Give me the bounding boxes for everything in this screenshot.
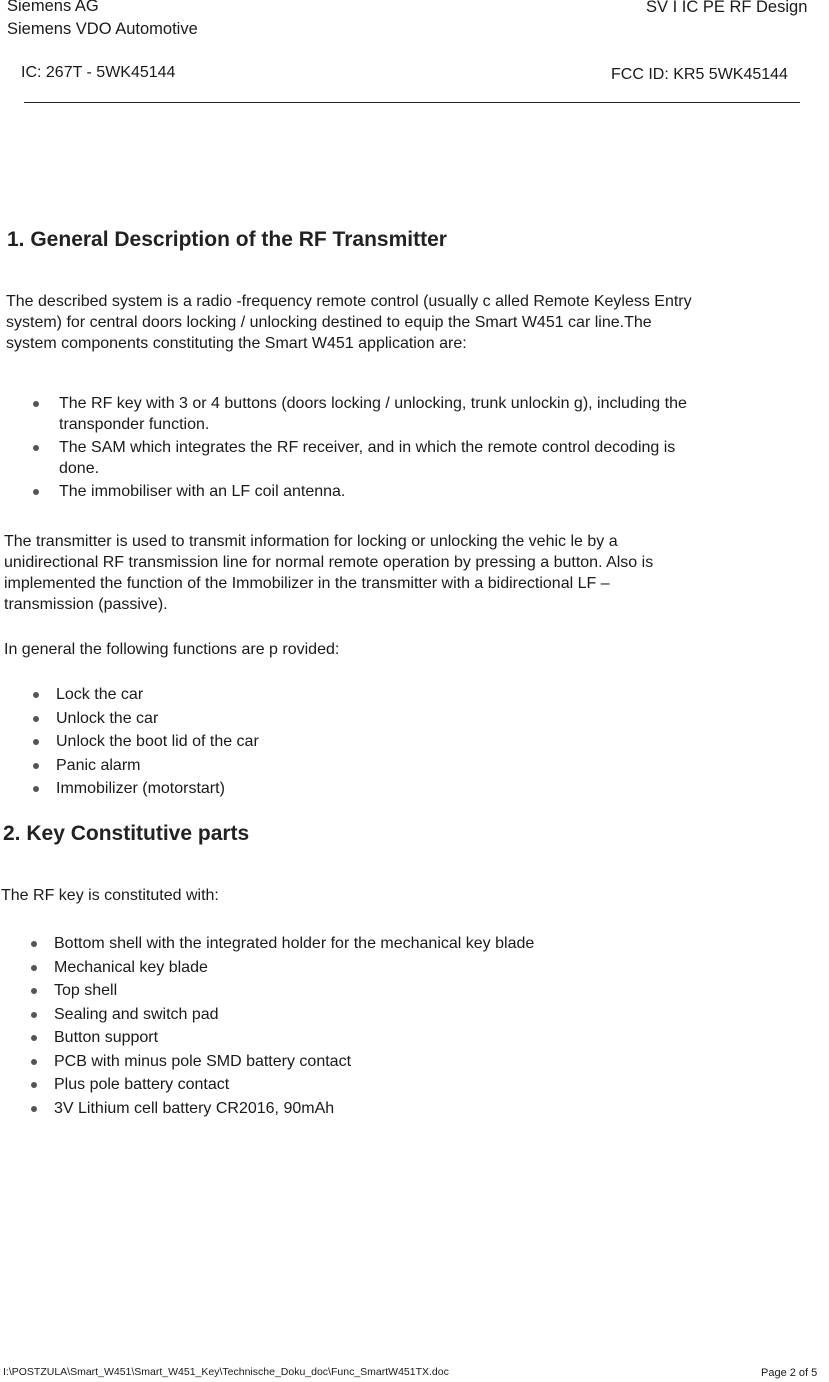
list-item: Button support — [54, 1026, 534, 1050]
section-2-intro: The RF key is constituted with: — [1, 887, 219, 904]
header-rule — [24, 102, 800, 103]
list-item: PCB with minus pole SMD battery contact — [54, 1050, 534, 1074]
bullet-icon — [33, 489, 39, 495]
bullet-icon — [31, 988, 37, 994]
bullet-icon — [33, 763, 39, 769]
paragraph-line: unidirectional RF transmission line for normal remote operation by pressing a button. Also is — [4, 554, 654, 571]
list-item: The immobiliser with an LF coil antenna. — [59, 481, 687, 502]
section-1-heading: 1. General Description of the RF Transmitter — [7, 228, 447, 251]
bullet-icon — [31, 965, 37, 971]
paragraph-line: transmission (passive). — [4, 596, 168, 613]
components-list — [59, 393, 687, 502]
list-item: Bottom shell with the integrated holder for the mechanical key blade — [54, 932, 534, 956]
intro-line: system) for central doors locking / unlocking destined to equip the Smart W451 car line.The — [6, 314, 652, 331]
bullet-icon — [33, 716, 39, 722]
list-item: Top shell — [54, 979, 534, 1003]
paragraph-line: implemented the function of the Immobilizer in the transmitter with a bidirectional LF – — [4, 575, 610, 592]
bullet-icon — [31, 1035, 37, 1041]
bullet-icon — [31, 1059, 37, 1065]
bullet-icon — [31, 1082, 37, 1088]
bullet-icon — [31, 941, 37, 947]
section-1-intro — [6, 291, 692, 354]
list-item: Sealing and switch pad — [54, 1003, 534, 1027]
list-item: The RF key with 3 or 4 buttons (doors locking / unlocking, trunk unlockin g), including the transponder function. — [59, 393, 687, 435]
list-item: Panic alarm — [56, 754, 259, 778]
functions-intro: In general the following functions are p rovided: — [4, 641, 340, 658]
section-2-heading: 2. Key Constitutive parts — [3, 822, 250, 845]
bullet-icon — [31, 1106, 37, 1112]
fcc-id: FCC ID: KR5 5WK45144 — [611, 66, 788, 83]
functions-list — [56, 683, 259, 801]
bullet-icon — [33, 445, 39, 451]
ic-id: IC: 267T - 5WK45144 — [21, 64, 176, 81]
list-item: 3V Lithium cell battery CR2016, 90mAh — [54, 1097, 534, 1121]
intro-line: The described system is a radio -frequency remote control (usually c alled Remote Keyless Entry — [6, 293, 692, 310]
list-item: Mechanical key blade — [54, 956, 534, 980]
parts-list — [54, 932, 534, 1120]
paragraph-line: The transmitter is used to transmit information for locking or unlocking the vehic le by a — [4, 533, 618, 550]
company-name: Siemens AG — [7, 0, 99, 15]
list-item: The SAM which integrates the RF receiver, and in which the remote control decoding is done. — [59, 437, 687, 479]
intro-line: system components constituting the Smart W451 application are: — [6, 335, 467, 352]
bullet-icon — [33, 739, 39, 745]
list-item: Immobilizer (motorstart) — [56, 777, 259, 801]
page-number: Page 2 of 5 — [761, 1367, 818, 1379]
division-name: Siemens VDO Automotive — [7, 20, 198, 38]
file-path: I:\POSTZULA\Smart_W451\Smart_W451_Key\Technische_Doku_doc\Func_SmartW451TX.doc — [3, 1366, 449, 1378]
list-item: Unlock the boot lid of the car — [56, 730, 259, 754]
department-name: SV I IC PE RF Design — [646, 0, 808, 16]
bullet-icon — [33, 401, 39, 407]
bullet-icon — [33, 692, 39, 698]
bullet-icon — [31, 1012, 37, 1018]
list-item: Lock the car — [56, 683, 259, 707]
list-item: Plus pole battery contact — [54, 1073, 534, 1097]
transmitter-paragraph — [4, 531, 653, 615]
bullet-icon — [33, 786, 39, 792]
list-item: Unlock the car — [56, 707, 259, 731]
